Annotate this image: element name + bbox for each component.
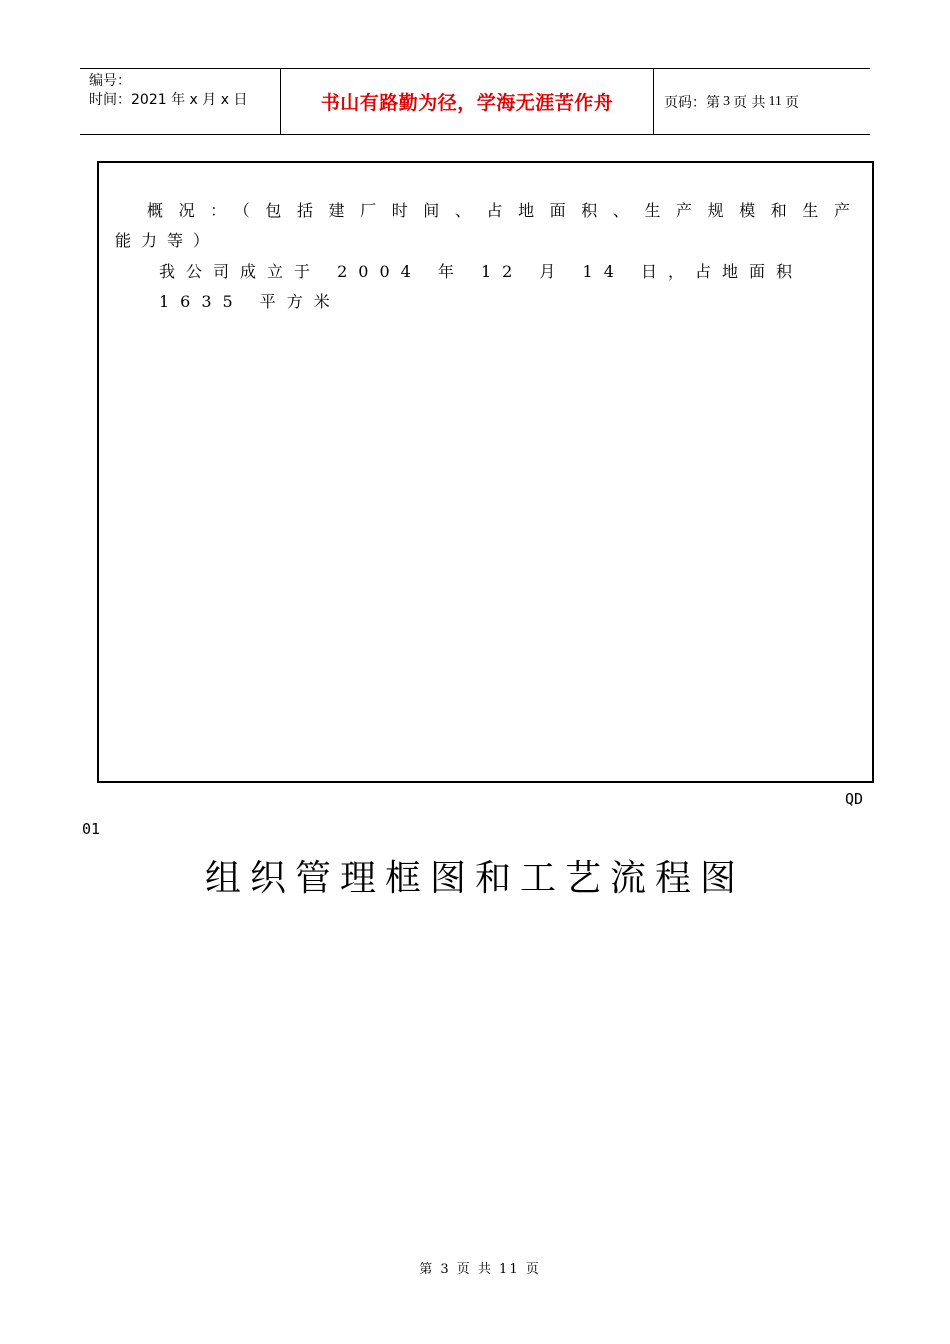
- section-title: 组织管理框图和工艺流程图: [205, 858, 746, 899]
- header-info-cell: [80, 69, 281, 134]
- header-page-cell: [654, 69, 870, 134]
- header-motto: 书山有路勤为径，学海无涯苦作舟: [320, 92, 614, 114]
- document-number-label: 编号：: [89, 73, 131, 89]
- page-header: [80, 68, 870, 135]
- overview-box: [97, 161, 874, 783]
- document-code-qd: QD: [845, 790, 864, 808]
- page-footer: [0, 1258, 950, 1277]
- document-date: 时间：2021 年 x 月 x 日: [89, 92, 248, 108]
- page-mid: 页 共: [733, 94, 766, 111]
- overview-answer: 我公司成立于 2004 年 12 月 14 日，占地面积 1635 平方米: [159, 262, 803, 311]
- page-prefix: 页码：第: [664, 94, 720, 111]
- page-total: 11: [768, 93, 782, 109]
- header-motto-cell: [281, 69, 654, 134]
- page-suffix: 页: [784, 94, 799, 111]
- document-code-number: 01: [82, 820, 101, 838]
- footer-page-number: 第 3 页 共 11 页: [419, 1262, 541, 1277]
- page-current: 3: [723, 93, 730, 109]
- overview-prompt-line2: 能力等）: [115, 231, 220, 250]
- overview-prompt-line1: 概况：（包括建厂时间、占地面积、生产规模和生产: [147, 201, 860, 220]
